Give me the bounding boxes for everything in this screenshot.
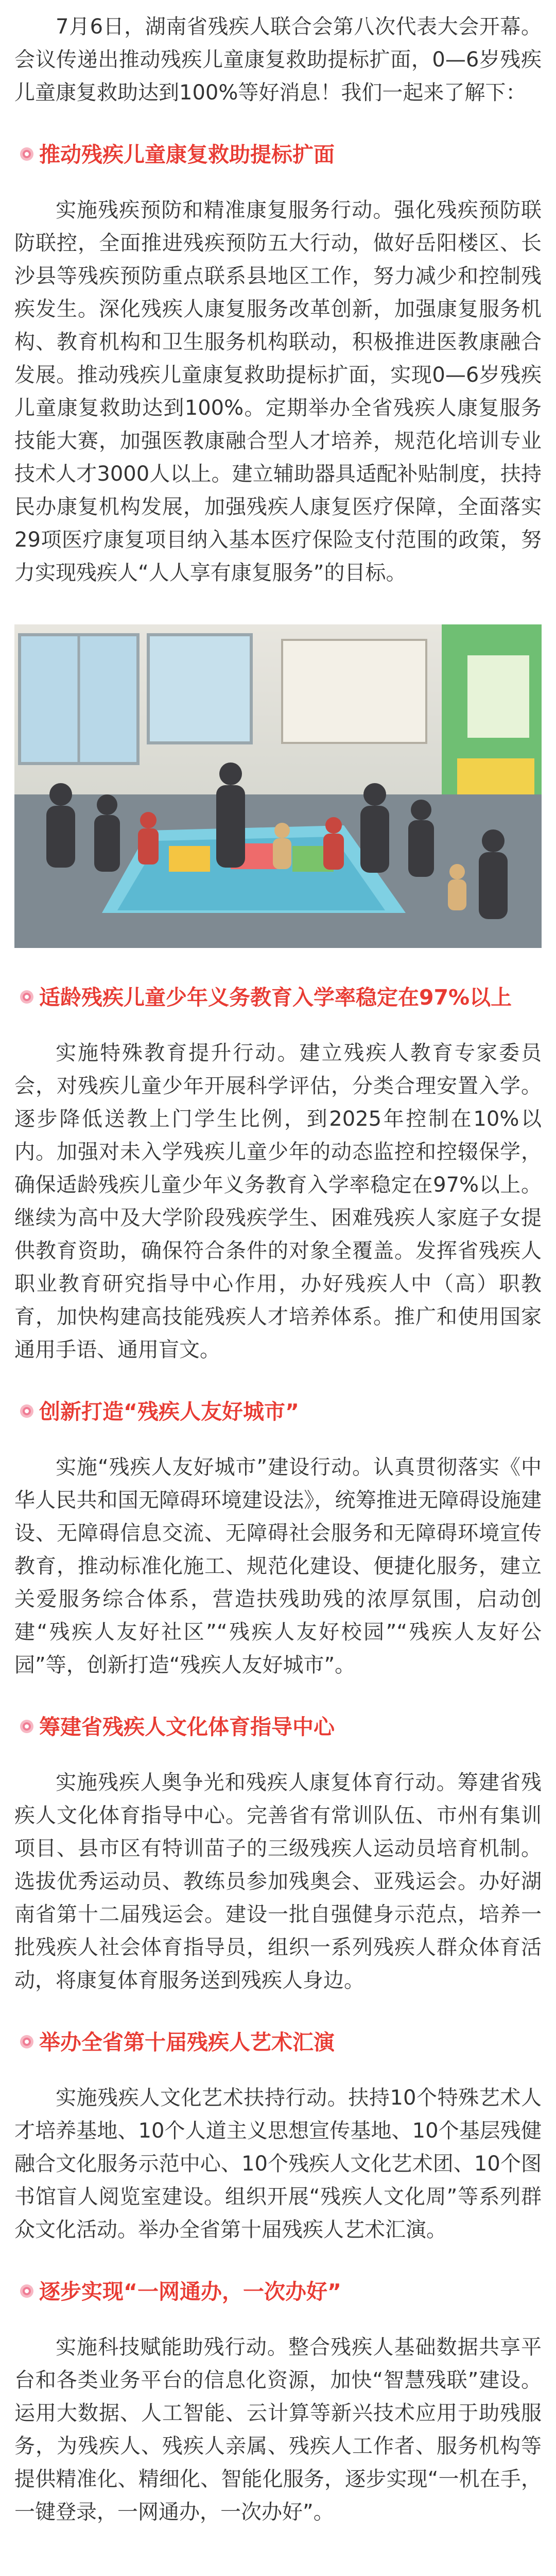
rehab-class-illustration (14, 624, 542, 948)
intro-paragraph: 7月6日，湖南省残疾人联合会第八次代表大会开幕。会议传递出推动残疾儿童康复救助提标扩面，0—6岁残疾儿童康复救助达到100%等好消息！我们一起来了解下： (14, 15, 542, 105)
section-1-heading-text: 推动残疾儿童康复救助提标扩面 (39, 142, 335, 167)
section-4-heading-text: 筹建省残疾人文化体育指导中心 (39, 1715, 335, 1739)
flower-icon (20, 990, 34, 1004)
section-1-heading (14, 138, 542, 171)
section-3-heading (14, 1395, 542, 1428)
flower-icon (20, 1719, 34, 1734)
section-4-heading (14, 1710, 542, 1743)
section-5-heading (14, 2026, 542, 2059)
section-3-heading-text: 创新打造“残疾人友好城市” (39, 1399, 299, 1424)
flower-icon (20, 2035, 34, 2049)
end-spacer (14, 2529, 542, 2539)
section-6-heading (14, 2275, 542, 2308)
rehab-class-photo (14, 624, 542, 948)
section-3-body: 实施“残疾人友好城市”建设行动。认真贯彻落实《中华人民共和国无障碍环境建设法》，统筹推进无障碍设施建设、无障碍信息交流、无障碍社会服务和无障碍环境宣传教育，推动标准化施工、规范化建设、便捷化服务，建立关爱服务综合体系，营造扶残助残的浓厚氛围，启动创建“残疾人友好社区”“残疾人友好校园”“残疾人友好公园”等，创新打造“残疾人友好城市”。 (14, 1455, 542, 1677)
section-5-body: 实施残疾人文化艺术扶持行动。扶持10个特殊艺术人才培养基地、10个人道主义思想宣传基地、10个基层残健融合文化服务示范中心、10个残疾人文化艺术团、10个图书馆盲人阅览室建设。组织开展“残疾人文化周”等系列群众文化活动。举办全省第十届残疾人艺术汇演。 (14, 2086, 542, 2242)
section-6-heading-text: 逐步实现“一网通办，一次办好” (39, 2279, 341, 2304)
flower-icon (20, 1404, 34, 1418)
section-2-heading-text: 适龄残疾儿童少年义务教育入学率稳定在97%以上 (39, 985, 512, 1010)
section-2-body: 实施特殊教育提升行动。建立残疾人教育专家委员会，对残疾儿童少年开展科学评估，分类合理安置入学。逐步降低送教上门学生比例，到2025年控制在10%以内。加强对未入学残疾儿童少年的动态监控和控辍保学，确保适龄残疾儿童少年义务教育入学率稳定在97%以上。继续为高中及大学阶段残疾学生、困难残疾人家庭子女提供教育资助，确保符合条件的对象全覆盖。发挥省残疾人职业教育研究指导中心作用，办好残疾人中（高）职教育，加快构建高技能残疾人才培养体系。推广和使用国家通用手语、通用盲文。 (14, 1041, 542, 1362)
section-6-body: 实施科技赋能助残行动。整合残疾人基础数据共享平台和各类业务平台的信息化资源，加快“智慧残联”建设。运用大数据、人工智能、云计算等新兴技术应用于助残服务，为残疾人、残疾人亲属、残疾人工作者、服务机构等提供精准化、精细化、智能化服务，逐步实现“一机在手，一键登录，一网通办，一次办好”。 (14, 2335, 542, 2524)
section-5-heading-text: 举办全省第十届残疾人艺术汇演 (39, 2030, 335, 2055)
flower-icon (20, 147, 34, 161)
section-2-heading (14, 981, 542, 1014)
section-4-body: 实施残疾人奥争光和残疾人康复体育行动。筹建省残疾人文化体育指导中心。完善省有常训队伍、市州有集训项目、县市区有特训苗子的三级残疾人运动员培育机制。选拔优秀运动员、教练员参加残奥会、亚残运会。办好湖南省第十二届残运会。建设一批自强健身示范点，培养一批残疾人社会体育指导员，组织一系列残疾人群众体育活动，将康复体育服务送到残疾人身边。 (14, 1771, 542, 1992)
section-1-body: 实施残疾预防和精准康复服务行动。强化残疾预防联防联控，全面推进残疾预防五大行动，做好岳阳楼区、长沙县等残疾预防重点联系县地区工作，努力减少和控制残疾发生。深化残疾人康复服务改革创新，加强康复服务机构、教育机构和卫生服务机构联动，积极推进医教康融合发展。推动残疾儿童康复救助提标扩面，实现0—6岁残疾儿童康复救助达到100%。定期举办全省残疾人康复服务技能大赛，加强医教康融合型人才培养，规范化培训专业技术人才3000人以上。建立辅助器具适配补贴制度，扶持民办康复机构发展，加强残疾人康复医疗保障，全面落实29项医疗康复项目纳入基本医疗保险支付范围的政策，努力实现残疾人“人人享有康复服务”的目标。 (14, 198, 542, 585)
flower-icon (20, 2284, 34, 2298)
